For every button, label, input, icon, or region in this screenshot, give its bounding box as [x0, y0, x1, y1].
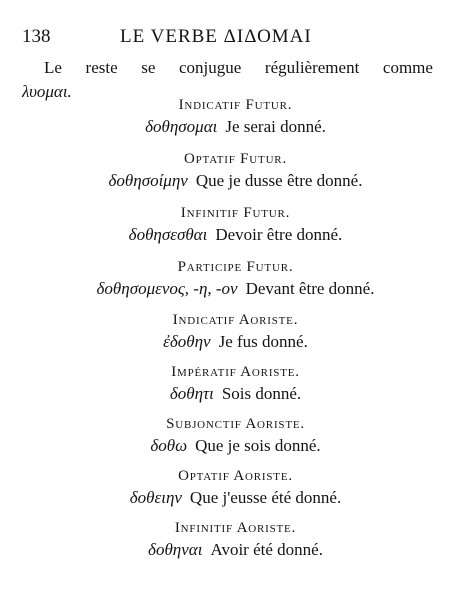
section-heading: Optatif Aoriste.: [178, 468, 293, 484]
intro-word: Le: [44, 58, 62, 77]
running-title: LE VERBE ΔΙΔΟΜΑΙ: [120, 26, 312, 47]
intro-greek: λυομαι.: [22, 82, 72, 101]
page-header: [22, 26, 433, 54]
section-heading: Subjonctif Aoriste.: [166, 416, 305, 432]
section-imperatif-aoriste: [0, 362, 471, 406]
french-translation: Sois donné.: [221, 384, 302, 403]
intro-line: [22, 56, 433, 80]
greek-form: ἐδοθην: [163, 332, 211, 351]
conjugation-line: [0, 169, 471, 193]
french-translation: Je serai donné.: [225, 117, 326, 136]
french-translation: Devoir être donné.: [215, 225, 343, 244]
french-translation: Devant être donné.: [245, 279, 375, 298]
section-infinitif-futur: [0, 203, 471, 247]
conjugation-line: [0, 330, 471, 354]
section-heading: Infinitif Futur.: [180, 205, 291, 221]
intro-word: comme: [382, 58, 433, 77]
section-heading: Indicatif Futur.: [178, 97, 293, 113]
section-participe-futur: [0, 257, 471, 301]
french-translation: Je fus donné.: [218, 332, 308, 351]
section-indicatif-aoriste: [0, 310, 471, 354]
conjugation-line: [0, 223, 471, 247]
greek-form: δοθησομαι: [145, 117, 218, 136]
greek-form: δοθειην: [129, 488, 182, 507]
section-optatif-futur: [0, 149, 471, 193]
greek-form: δοθηναι: [148, 540, 203, 559]
french-translation: Que je dusse être donné.: [195, 171, 363, 190]
french-translation: Que j'eusse été donné.: [189, 488, 342, 507]
section-heading: Impératif Aoriste.: [171, 364, 300, 380]
section-heading: Infinitif Aoriste.: [174, 520, 297, 536]
conjugation-line: [0, 486, 471, 510]
section-infinitif-aoriste: [0, 518, 471, 562]
greek-form: δοθησομενος, -η, -ον: [96, 279, 238, 298]
conjugation-line: [0, 434, 471, 458]
intro-word: se: [141, 58, 156, 77]
intro-word: régulièrement: [264, 58, 360, 77]
greek-form: δοθητι: [169, 384, 214, 403]
section-heading: Indicatif Aoriste.: [172, 312, 299, 328]
page-number: 138: [22, 26, 51, 47]
french-translation: Avoir été donné.: [210, 540, 323, 559]
section-heading: Optatif Futur.: [184, 151, 287, 167]
section-subjonctif-aoriste: [0, 414, 471, 458]
french-translation: Que je sois donné.: [195, 436, 321, 455]
intro-word: reste: [85, 58, 118, 77]
intro-word: conjugue: [178, 58, 242, 77]
greek-form: δοθω: [150, 436, 188, 455]
greek-form: δοθησοίμην: [108, 171, 188, 190]
section-heading: Participe Futur.: [177, 259, 294, 275]
conjugation-line: [0, 382, 471, 406]
section-optatif-aoriste: [0, 466, 471, 510]
conjugation-line: [0, 277, 471, 301]
conjugation-line: [0, 538, 471, 562]
conjugation-line: [0, 115, 471, 139]
greek-form: δοθησεσθαι: [128, 225, 208, 244]
section-indicatif-futur: [0, 95, 471, 139]
